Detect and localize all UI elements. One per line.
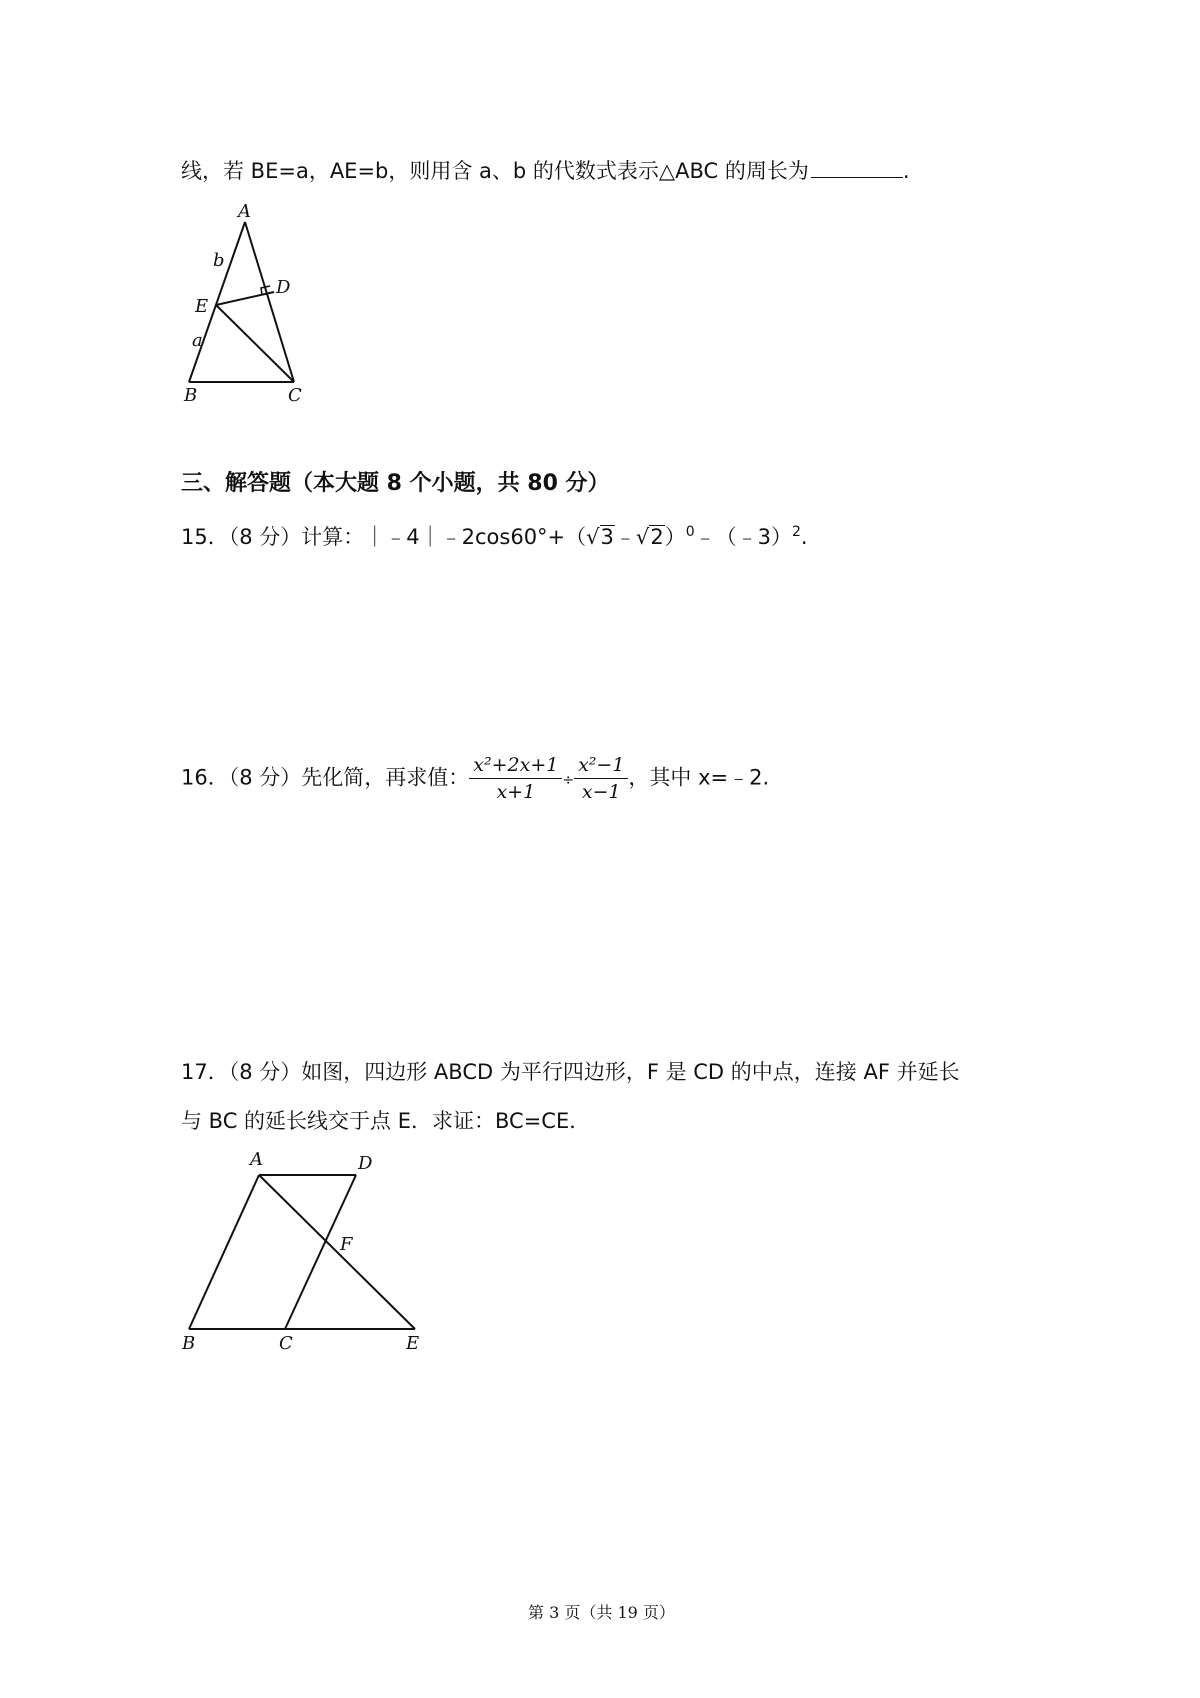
label-a-vertex: A [238,201,251,222]
segment-ed [216,292,274,305]
q17-line1: 17．（8 分）如图，四边形 ABCD 为平行四边形，F 是 CD 的中点，连接 AF 并延长 [181,1060,960,1084]
label-e: E [406,1333,420,1354]
fraction-1-numerator: x²+2x+1 [469,752,562,779]
q15-mid: ﹣2cos60°+（ [440,525,587,549]
q15-abs: ｜﹣4｜ [364,525,441,549]
label-d: D [358,1153,373,1174]
figure-parallelogram [170,1145,440,1365]
q15-exp2: 2 [791,524,801,540]
side-ab [189,1175,259,1329]
label-f: F [340,1234,353,1255]
question-16 [181,752,769,805]
section-heading: 三、解答题（本大题 8 个小题，共 80 分） [181,471,610,496]
label-b-side: b [213,250,225,271]
q15-prefix: 15．（8 分）计算： [181,525,365,549]
q14-text [181,157,910,185]
q15-close: ） [664,525,686,549]
sqrt-2-radicand: 2 [650,525,664,549]
label-b-vertex: B [184,385,198,405]
q17-line2: 与 BC 的延长线交于点 E．求证：BC=CE． [181,1109,591,1133]
sqrt-2: √2 [635,525,664,549]
label-d-vertex: D [276,277,291,298]
label-b: B [182,1333,196,1354]
label-c: C [279,1333,293,1354]
q15-exp0: 0 [685,524,695,540]
answer-blank[interactable] [811,157,903,178]
figure-triangle-abc [170,200,330,405]
segment-ae [259,1175,415,1329]
fraction-2-numerator: x²−1 [574,752,628,779]
fraction-1-denominator: x+1 [496,781,536,803]
q15-tail: ﹣（﹣3） [694,525,792,549]
q14-end: . [902,159,910,183]
sqrt-3: √3 [586,525,614,549]
q14-stem: 线，若 BE=a，AE=b，则用含 a、b 的代数式表示△ABC 的周长为 [181,159,809,183]
q16-operator: ÷ [562,772,575,789]
q15-minus: ﹣ [614,525,636,549]
fraction-2-denominator: x−1 [581,781,621,803]
page-footer: 第 3 页（共 19 页） [528,1603,675,1622]
q16-prefix: 16．（8 分）先化简，再求值： [181,765,470,790]
q15-end: . [800,525,808,549]
label-e-vertex: E [195,296,209,317]
label-a-side: a [192,330,203,351]
label-c-vertex: C [288,385,302,405]
q16-suffix: ，其中 x=﹣2. [628,765,770,790]
fraction-1 [469,752,562,805]
sqrt-3-radicand: 3 [600,525,614,549]
fraction-2 [574,752,628,805]
label-a: A [250,1149,263,1170]
question-15 [181,518,808,551]
